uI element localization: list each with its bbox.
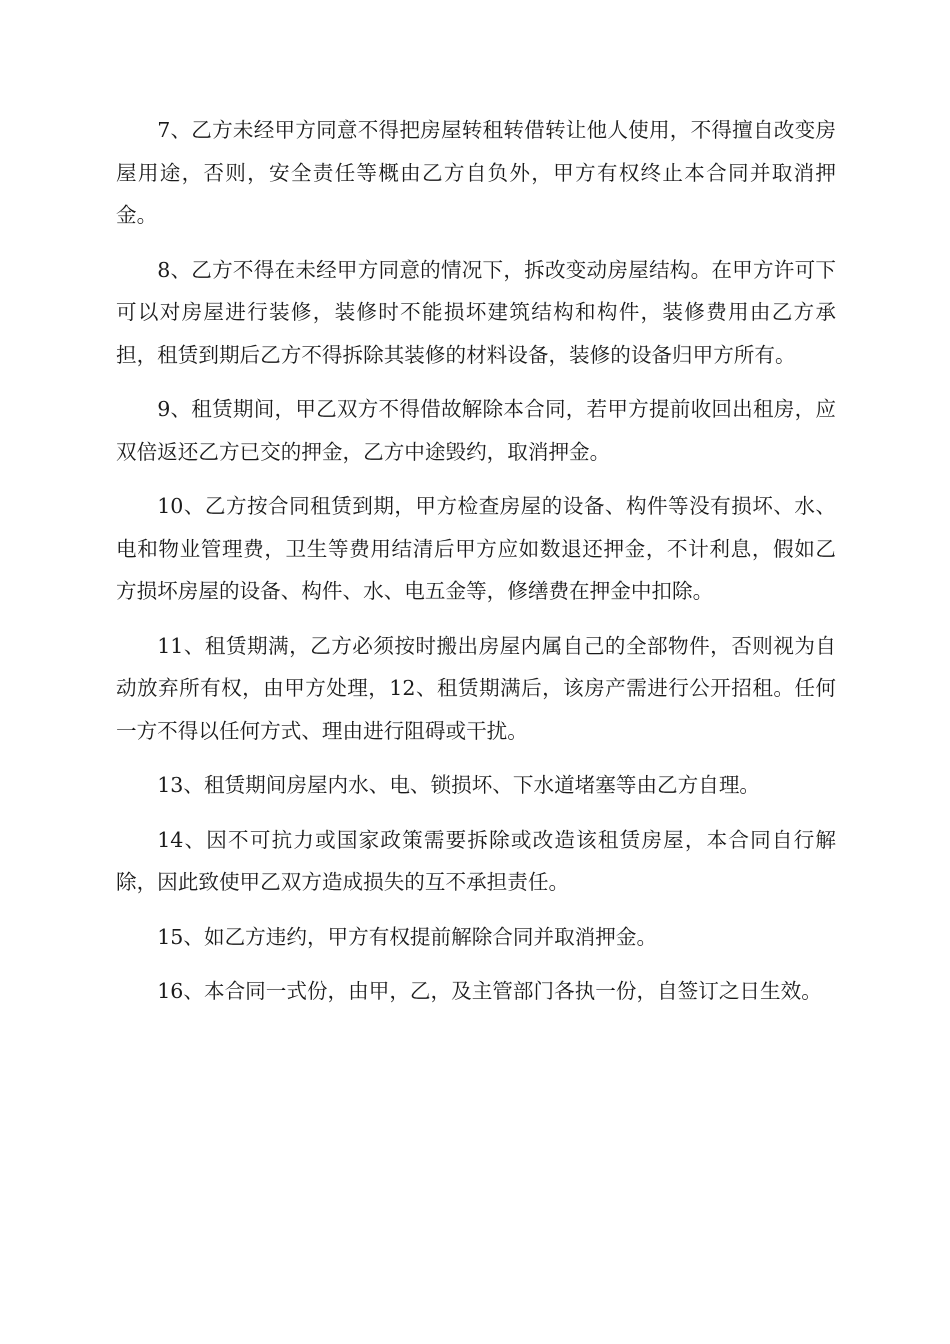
clause-10: 10、乙方按合同租赁到期，甲方检查房屋的设备、构件等没有损坏、水、电和物业管理费，卫生等费用结清后甲方应如数退还押金，不计利息，假如乙方损坏房屋的设备、构件、水、电五金等，修缮费在押金中扣除。 bbox=[116, 494, 836, 603]
clause-9: 9、租赁期间，甲乙双方不得借故解除本合同，若甲方提前收回出租房，应双倍返还乙方已交的押金，乙方中途毁约，取消押金。 bbox=[116, 397, 836, 464]
clause-7: 7、乙方未经甲方同意不得把房屋转租转借转让他人使用，不得擅自改变房屋用途，否则，安全责任等概由乙方自负外，甲方有权终止本合同并取消押金。 bbox=[116, 118, 836, 227]
clause-14: 14、因不可抗力或国家政策需要拆除或改造该租赁房屋，本合同自行解除，因此致使甲乙双方造成损失的互不承担责任。 bbox=[116, 827, 836, 894]
clause-13: 13、租赁期间房屋内水、电、锁损坏、下水道堵塞等由乙方自理。 bbox=[157, 773, 761, 797]
clause-8: 8、乙方不得在未经甲方同意的情况下，拆改变动房屋结构。在甲方许可下可以对房屋进行装修，装修时不能损坏建筑结构和构件，装修费用由乙方承担，租赁到期后乙方不得拆除其装修的材料设备，装修的设备归甲方所有。 bbox=[116, 257, 836, 367]
clause-16: 16、本合同一式份，由甲，乙，及主管部门各执一份，自签订之日生效。 bbox=[157, 979, 822, 1003]
clause-15: 15、如乙方违约，甲方有权提前解除合同并取消押金。 bbox=[157, 924, 658, 949]
clause-11-12: 11、租赁期满，乙方必须按时搬出房屋内属自己的全部物件，否则视为自动放弃所有权，由甲方处理，12、租赁期满后，该房产需进行公开招租。任何一方不得以任何方式、理由进行阻碍或干扰。 bbox=[116, 633, 836, 743]
contract-body bbox=[116, 109, 836, 1025]
